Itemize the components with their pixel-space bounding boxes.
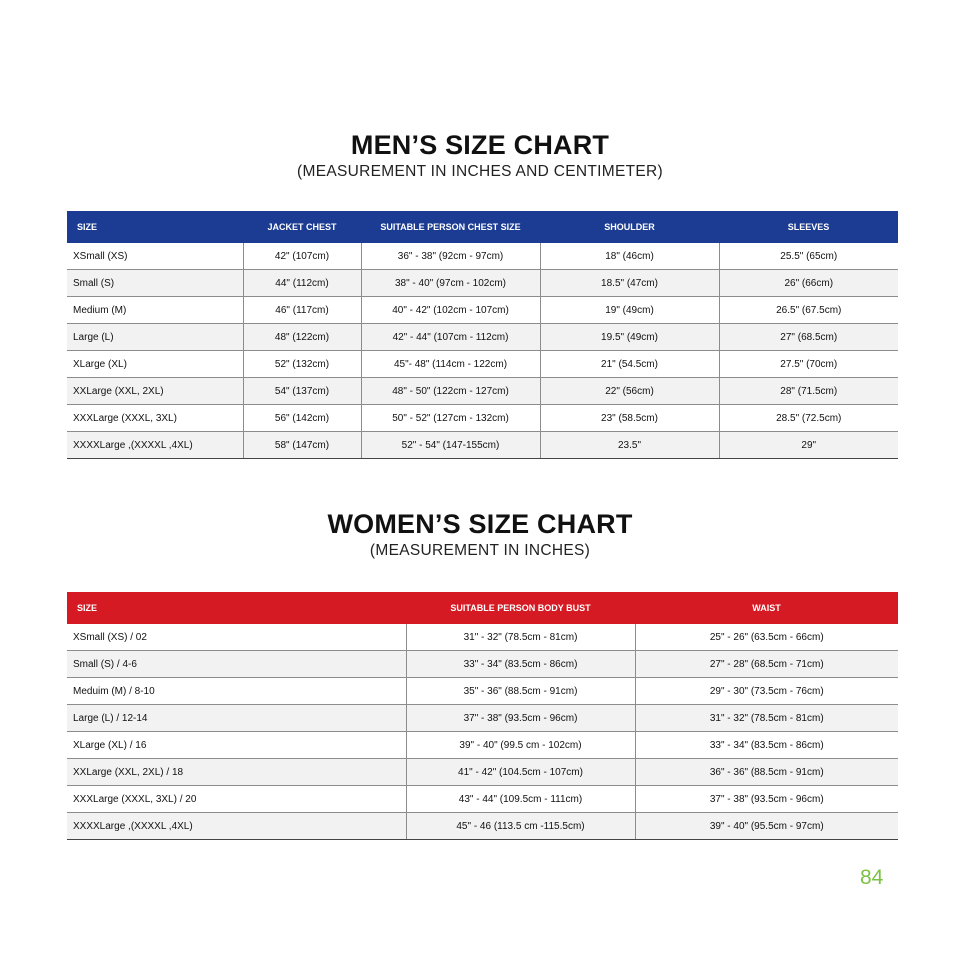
sleeves-cell: 28" (71.5cm) [719,378,898,405]
body-bust-cell: 45" - 46 (113.5 cm -115.5cm) [406,813,635,840]
size-cell: Small (S) / 4-6 [67,651,406,678]
waist-cell: 25" - 26" (63.5cm - 66cm) [635,624,898,651]
table-row [67,324,898,351]
size-cell: XLarge (XL) / 16 [67,732,406,759]
table-row [67,432,898,459]
table-row [67,378,898,405]
jacket-chest-cell: 56" (142cm) [243,405,361,432]
men-col-jacket-chest: JACKET CHEST [267,222,337,232]
shoulder-cell: 19" (49cm) [540,297,719,324]
table-row [67,732,898,759]
men-table-header-row [67,211,898,243]
women-size-table [67,592,898,840]
men-col-person-chest: SUITABLE PERSON CHEST SIZE [380,222,521,232]
shoulder-cell: 18" (46cm) [540,243,719,270]
shoulder-cell: 23" (58.5cm) [540,405,719,432]
person-chest-cell: 38" - 40" (97cm - 102cm) [361,270,540,297]
shoulder-cell: 18.5" (47cm) [540,270,719,297]
waist-cell: 29" - 30" (73.5cm - 76cm) [635,678,898,705]
table-row [67,243,898,270]
person-chest-cell: 40" - 42" (102cm - 107cm) [361,297,540,324]
men-size-table [67,211,898,459]
size-cell: XXXXLarge ,(XXXXL ,4XL) [67,813,406,840]
table-row [67,270,898,297]
size-cell: Large (L) [67,324,243,351]
men-size-chart-title: MEN’S SIZE CHART [350,130,610,160]
size-cell: XXXLarge (XXXL, 3XL) / 20 [67,786,406,813]
men-col-shoulder: SHOULDER [604,222,655,232]
waist-cell: 39" - 40" (95.5cm - 97cm) [635,813,898,840]
jacket-chest-cell: 52" (132cm) [243,351,361,378]
sleeves-cell: 27.5" (70cm) [719,351,898,378]
waist-cell: 27" - 28" (68.5cm - 71cm) [635,651,898,678]
men-col-sleeves: SLEEVES [787,222,830,232]
shoulder-cell: 19.5" (49cm) [540,324,719,351]
size-cell: XSmall (XS) [67,243,243,270]
sleeves-cell: 29" [719,432,898,459]
jacket-chest-cell: 42" (107cm) [243,243,361,270]
body-bust-cell: 35" - 36" (88.5cm - 91cm) [406,678,635,705]
size-cell: XXLarge (XXL, 2XL) [67,378,243,405]
body-bust-cell: 39" - 40" (99.5 cm - 102cm) [406,732,635,759]
waist-cell: 31" - 32" (78.5cm - 81cm) [635,705,898,732]
table-row [67,759,898,786]
table-row [67,705,898,732]
body-bust-cell: 41" - 42" (104.5cm - 107cm) [406,759,635,786]
size-cell: XSmall (XS) / 02 [67,624,406,651]
size-cell: Large (L) / 12-14 [67,705,406,732]
women-size-chart-subtitle: (MEASUREMENT IN INCHES) [369,542,591,559]
jacket-chest-cell: 54" (137cm) [243,378,361,405]
men-col-size: SIZE [77,222,98,232]
size-cell: XLarge (XL) [67,351,243,378]
sleeves-cell: 28.5" (72.5cm) [719,405,898,432]
jacket-chest-cell: 44" (112cm) [243,270,361,297]
women-col-waist: WAIST [752,603,781,613]
jacket-chest-cell: 58" (147cm) [243,432,361,459]
table-row [67,405,898,432]
size-cell: XXXLarge (XXXL, 3XL) [67,405,243,432]
shoulder-cell: 22" (56cm) [540,378,719,405]
jacket-chest-cell: 48" (122cm) [243,324,361,351]
women-size-chart-title: WOMEN’S SIZE CHART [327,509,633,539]
table-row [67,297,898,324]
body-bust-cell: 37" - 38" (93.5cm - 96cm) [406,705,635,732]
men-size-chart-subtitle: (MEASUREMENT IN INCHES AND CENTIMETER) [297,163,663,180]
body-bust-cell: 43" - 44" (109.5cm - 111cm) [406,786,635,813]
waist-cell: 37" - 38" (93.5cm - 96cm) [635,786,898,813]
size-cell: Meduim (M) / 8-10 [67,678,406,705]
sleeves-cell: 25.5" (65cm) [719,243,898,270]
table-row [67,351,898,378]
page-number: 84 [860,866,884,889]
waist-cell: 36" - 36" (88.5cm - 91cm) [635,759,898,786]
table-row [67,813,898,840]
person-chest-cell: 52" - 54" (147-155cm) [361,432,540,459]
sleeves-cell: 26" (66cm) [719,270,898,297]
person-chest-cell: 48" - 50" (122cm - 127cm) [361,378,540,405]
table-row [67,678,898,705]
person-chest-cell: 50" - 52" (127cm - 132cm) [361,405,540,432]
table-row [67,624,898,651]
women-col-body-bust: SUITABLE PERSON BODY BUST [450,603,591,613]
sleeves-cell: 27" (68.5cm) [719,324,898,351]
size-cell: XXLarge (XXL, 2XL) / 18 [67,759,406,786]
table-row [67,786,898,813]
size-cell: Medium (M) [67,297,243,324]
shoulder-cell: 21" (54.5cm) [540,351,719,378]
women-table-header-row [67,592,898,624]
person-chest-cell: 45"- 48" (114cm - 122cm) [361,351,540,378]
jacket-chest-cell: 46" (117cm) [243,297,361,324]
sleeves-cell: 26.5" (67.5cm) [719,297,898,324]
body-bust-cell: 31" - 32" (78.5cm - 81cm) [406,624,635,651]
person-chest-cell: 36" - 38" (92cm - 97cm) [361,243,540,270]
women-col-size: SIZE [77,603,98,613]
person-chest-cell: 42" - 44" (107cm - 112cm) [361,324,540,351]
body-bust-cell: 33" - 34" (83.5cm - 86cm) [406,651,635,678]
shoulder-cell: 23.5" [540,432,719,459]
table-row [67,651,898,678]
size-cell: Small (S) [67,270,243,297]
waist-cell: 33" - 34" (83.5cm - 86cm) [635,732,898,759]
size-cell: XXXXLarge ,(XXXXL ,4XL) [67,432,243,459]
